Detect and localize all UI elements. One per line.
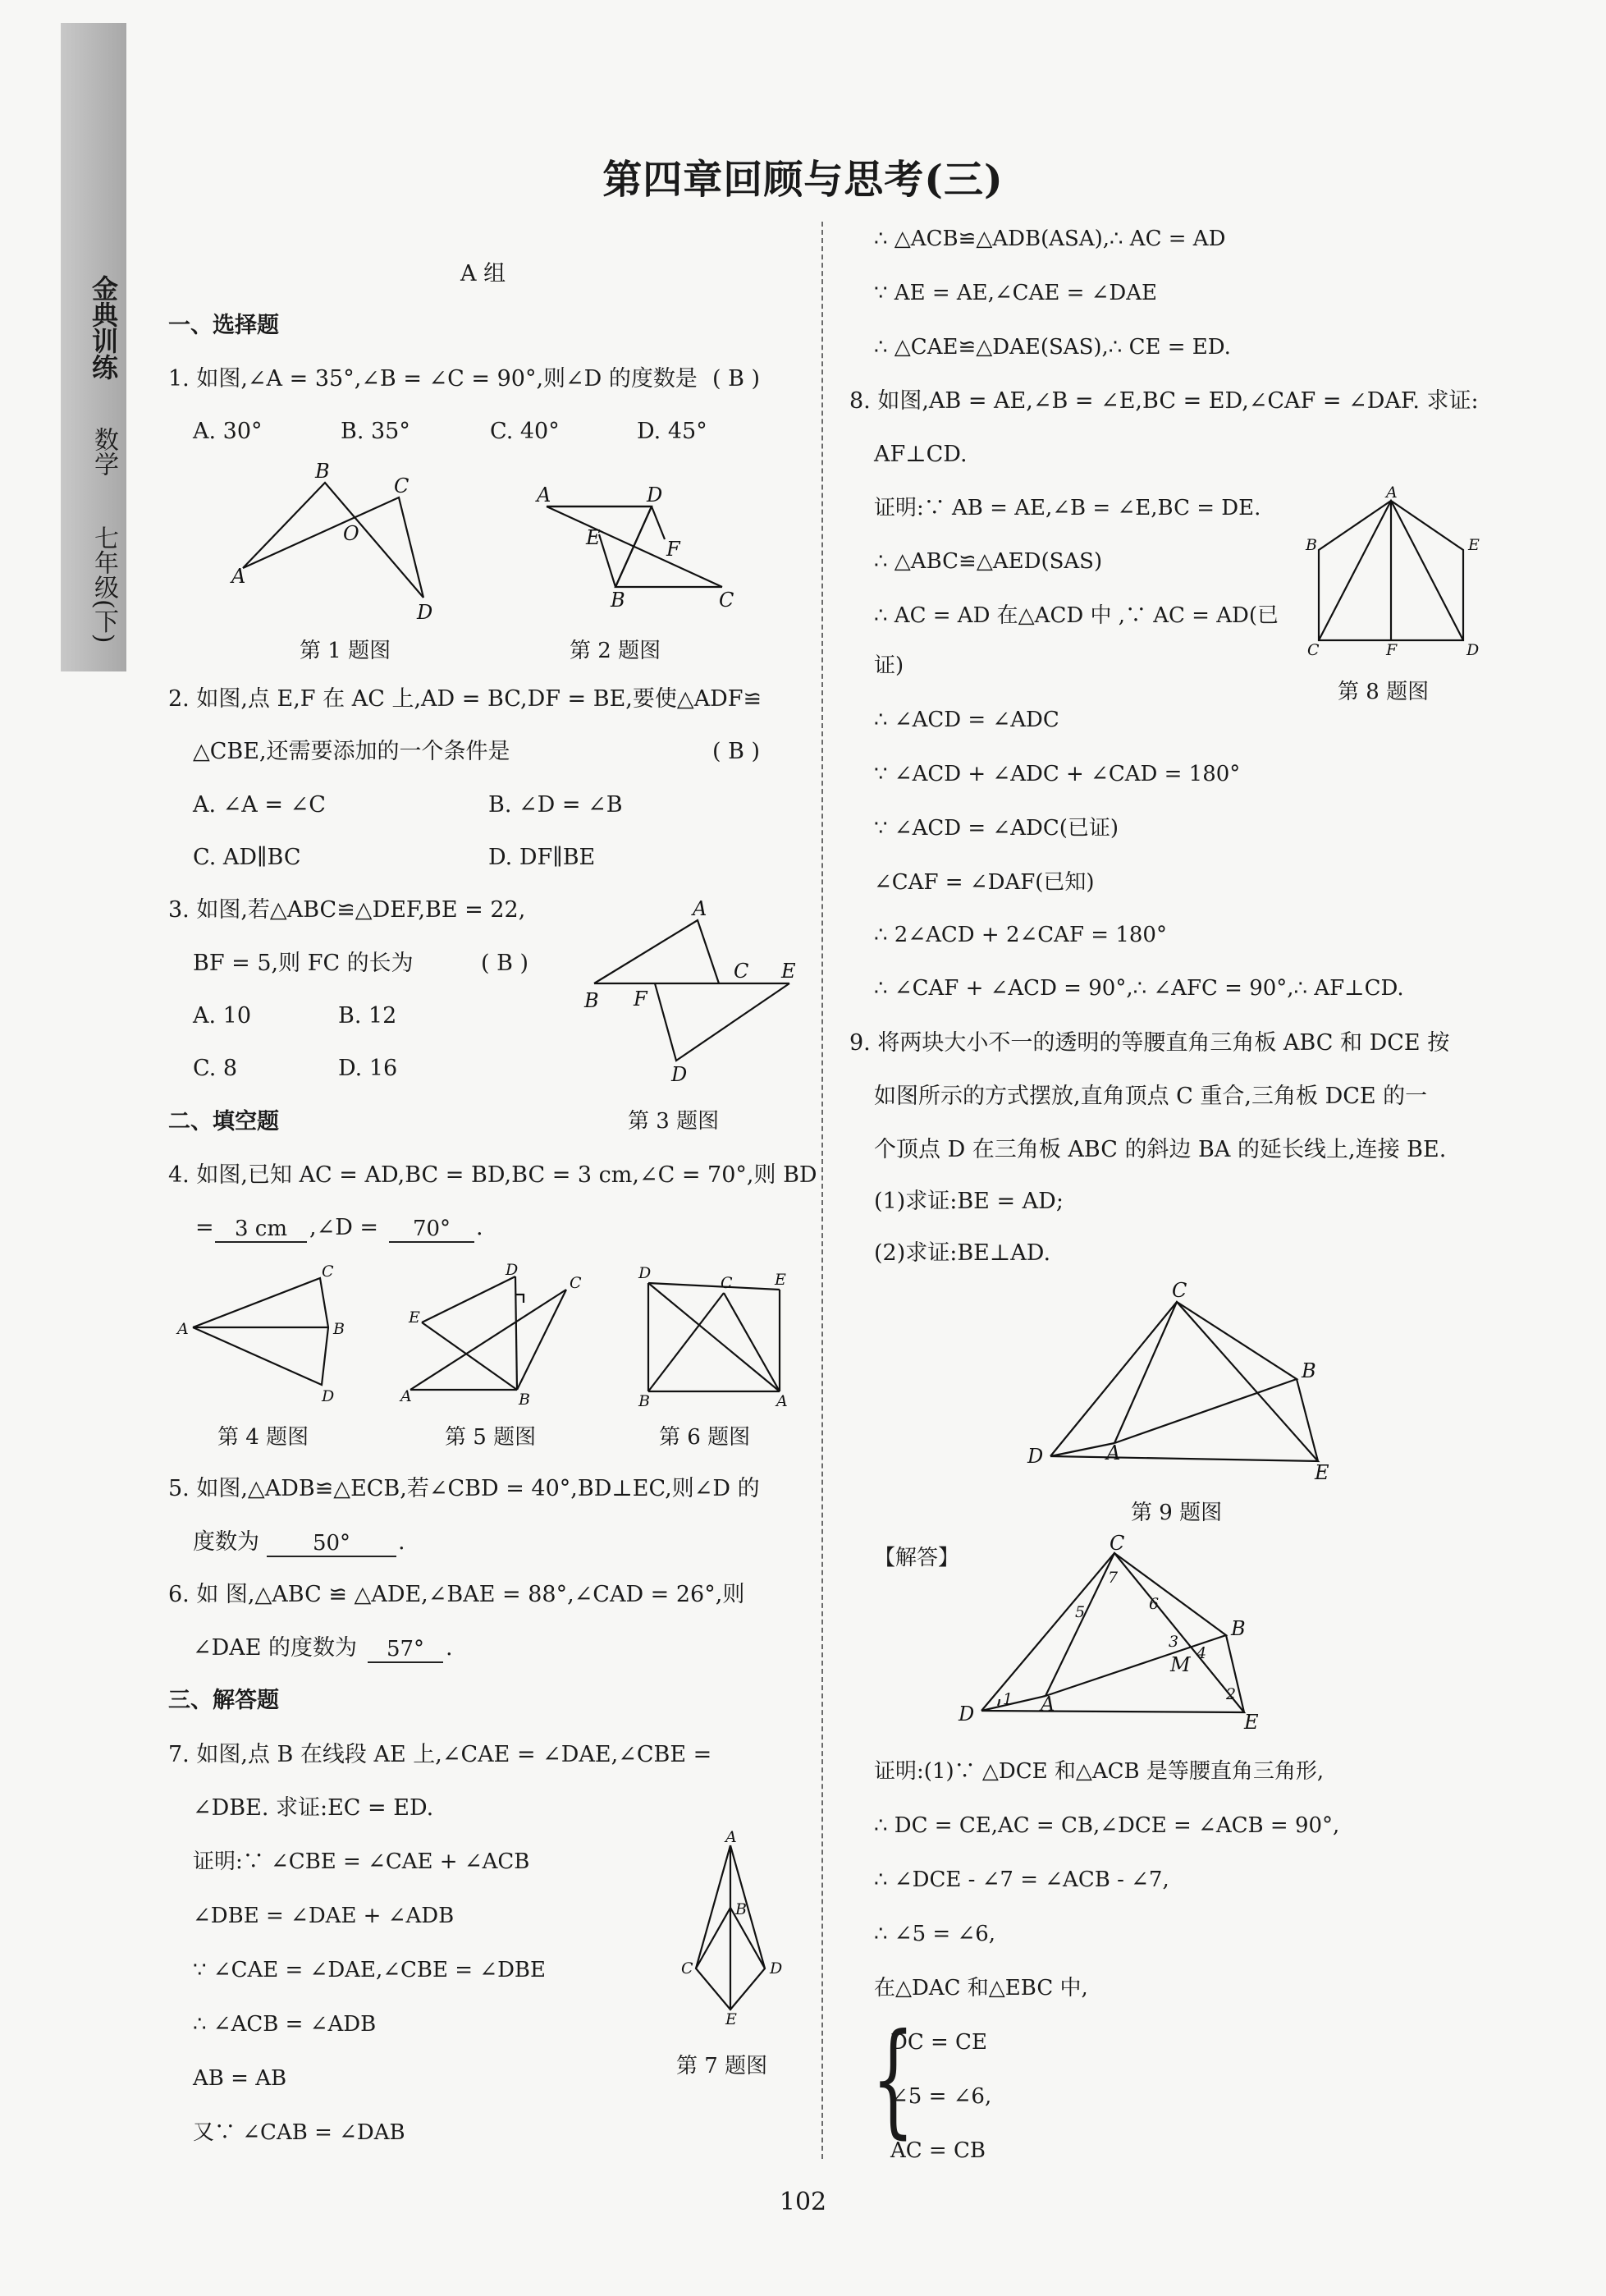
fig3-label-e: E <box>781 960 796 983</box>
caption-fig9: 第 9 题图 <box>1131 1501 1223 1525</box>
fig3-edge-fde <box>655 983 789 1061</box>
q9-stem-line2: 如图所示的方式摆放,直角顶点 C 重合,三角板 DCE 的一 <box>874 1084 1428 1109</box>
figure-6 <box>624 1260 804 1408</box>
figure-9 <box>1018 1281 1346 1486</box>
sidebar-brand: 金典训练 <box>88 275 119 380</box>
q1-option-d: D. 45° <box>637 419 707 444</box>
fig7-label-a: A <box>725 1828 737 1846</box>
q8-proof-line3: ∴ AC = AD 在△ACD 中 ,∵ AC = AD(已 <box>874 603 1279 628</box>
q6-stem-line2: ∠DAE 的度数为 <box>193 1635 358 1661</box>
fig3-edge-bac <box>594 920 719 983</box>
q4-answer-bd: 3 cm <box>215 1218 307 1243</box>
q6-answer: 57° <box>368 1638 443 1663</box>
fig2-label-c: C <box>719 589 734 612</box>
q6-end: . <box>446 1635 453 1661</box>
fig7-label-c: C <box>681 1959 693 1977</box>
column-divider <box>821 222 823 2159</box>
q8-proof-line1: 证明:∵ AB = AE,∠B = ∠E,BC = DE. <box>874 496 1261 520</box>
q4-stem-line1: 4. 如图,已知 AC = AD,BC = BD,BC = 3 cm,∠C = 70°,则 BD <box>168 1162 817 1188</box>
fig9b-label-b: B <box>1231 1617 1246 1640</box>
fig3-label-b: B <box>584 989 599 1012</box>
q7-proof-cont-line2: ∵ AE = AE,∠CAE = ∠DAE <box>874 281 1158 305</box>
q9-proof-line1: 证明:(1)∵ △DCE 和△ACB 是等腰直角三角形, <box>874 1759 1325 1784</box>
q9-sub1: (1)求证:BE = AD; <box>874 1189 1064 1214</box>
fig5-label-b: B <box>519 1391 530 1409</box>
fig9b-label-d: D <box>959 1703 975 1725</box>
figure-7 <box>657 1828 804 2028</box>
q7-stem-line1: 7. 如图,点 B 在线段 AE 上,∠CAE = ∠DAE,∠CBE = <box>168 1742 712 1767</box>
fig9b-label-3: 3 <box>1169 1633 1179 1651</box>
q4-end: . <box>476 1215 483 1240</box>
fig2-label-b: B <box>611 589 625 612</box>
q5-end: . <box>398 1529 405 1555</box>
fig6-edge-da <box>648 1283 780 1391</box>
q9-proof-line2: ∴ DC = CE,AC = CB,∠DCE = ∠ACB = 90°, <box>874 1813 1340 1838</box>
fig1-label-d: D <box>417 601 433 624</box>
fig4-label-a: A <box>177 1320 189 1338</box>
q7-proof-line2: ∠DBE = ∠DAE + ∠ADB <box>193 1904 455 1928</box>
q1-option-b: B. 35° <box>341 419 410 444</box>
fig5-edge-ac <box>410 1290 566 1390</box>
caption-fig4: 第 4 题图 <box>217 1425 309 1450</box>
fig5-edge-eb <box>422 1322 517 1390</box>
fig7-label-d: D <box>770 1959 783 1977</box>
q1-option-a: A. 30° <box>193 419 263 444</box>
q8-proof-line8: ∠CAF = ∠DAF(已知) <box>874 870 1095 895</box>
q3-stem-line1: 3. 如图,若△ABC≌△DEF,BE = 22, <box>168 897 526 923</box>
q7-proof-cont-line1: ∴ △ACB≌△ADB(ASA),∴ AC = AD <box>874 227 1226 251</box>
fig5-label-d: D <box>506 1261 519 1279</box>
section-fill: 二、填空题 <box>168 1109 279 1134</box>
system-brace: { <box>872 2008 915 2151</box>
q7-proof-line4: ∴ ∠ACB = ∠ADB <box>193 2012 377 2037</box>
fig9b-label-m: M <box>1170 1653 1191 1676</box>
fig8-label-e: E <box>1468 536 1480 554</box>
sidebar-grade: 七年级(下) <box>89 525 118 644</box>
q3-option-d: D. 16 <box>338 1056 398 1081</box>
fig2-label-f: F <box>666 538 680 561</box>
fig6-label-c: C <box>721 1274 733 1292</box>
q9-answer-tag: 【解答】 <box>874 1546 960 1570</box>
fig9b-label-5: 5 <box>1075 1603 1086 1621</box>
section-solve: 三、解答题 <box>168 1688 279 1713</box>
fig9-label-d: D <box>1027 1445 1044 1468</box>
q1-stem: 1. 如图,∠A = 35°,∠B = ∠C = 90°,则∠D 的度数是 <box>168 366 698 392</box>
caption-fig5: 第 5 题图 <box>445 1425 537 1450</box>
fig2-edge-be <box>599 534 615 587</box>
q2-answer: ( B ) <box>712 739 761 764</box>
q7-stem-line2: ∠DBE. 求证:EC = ED. <box>193 1795 434 1821</box>
fig9b-label-2: 2 <box>1226 1685 1237 1703</box>
q8-proof-line5: ∴ ∠ACD = ∠ADC <box>874 708 1059 732</box>
fig2-edge-df <box>652 506 665 539</box>
q2-option-c: C. AD∥BC <box>193 845 301 870</box>
q3-option-b: B. 12 <box>338 1003 397 1029</box>
fig3-label-d: D <box>671 1063 688 1086</box>
fig3-label-a: A <box>693 897 707 920</box>
figure-2 <box>533 480 747 612</box>
fig6-label-b: B <box>638 1392 650 1410</box>
fig3-label-f: F <box>634 988 647 1011</box>
q2-stem-line1: 2. 如图,点 E,F 在 AC 上,AD = BC,DF = BE,要使△ADF≌ <box>168 686 762 712</box>
figure-5 <box>394 1260 599 1408</box>
fig8-label-d: D <box>1466 641 1480 659</box>
group-label: A 组 <box>460 261 506 286</box>
figure-1 <box>222 460 451 624</box>
q7-proof-line3: ∵ ∠CAE = ∠DAE,∠CBE = ∠DBE <box>193 1958 547 1982</box>
q7-proof-line1: 证明:∵ ∠CBE = ∠CAE + ∠ACB <box>193 1849 530 1874</box>
q6-stem-line1: 6. 如 图,△ABC ≌ △ADE,∠BAE = 88°,∠CAD = 26°,则 <box>168 1582 745 1607</box>
fig6-edge-de <box>648 1283 780 1290</box>
q8-stem-line1: 8. 如图,AB = AE,∠B = ∠E,BC = ED,∠CAF = ∠DAF. 求证: <box>849 388 1479 414</box>
fig5-label-e: E <box>409 1308 420 1327</box>
q8-proof-line2: ∴ △ABC≌△AED(SAS) <box>874 549 1103 574</box>
q8-proof-line10: ∴ ∠CAF + ∠ACD = 90°,∴ ∠AFC = 90°,∴ AF⊥CD. <box>874 976 1404 1001</box>
caption-fig6: 第 6 题图 <box>659 1425 751 1450</box>
fig1-label-a: A <box>231 565 246 588</box>
q9-sub2: (2)求证:BE⊥AD. <box>874 1240 1051 1266</box>
sidebar-subject: 数学 <box>89 427 118 476</box>
fig9-triangle-dce <box>1050 1302 1318 1461</box>
q2-option-d: D. DF∥BE <box>488 845 596 870</box>
q1-answer: ( B ) <box>712 366 761 392</box>
fig9b-label-c: C <box>1110 1532 1125 1555</box>
fig9b-label-e: E <box>1244 1711 1259 1734</box>
fig7-label-b: B <box>735 1900 747 1918</box>
fig9-label-c: C <box>1172 1279 1187 1302</box>
figure-3 <box>574 891 804 1088</box>
q7-proof-line6: 又∵ ∠CAB = ∠DAB <box>193 2120 405 2145</box>
q9-stem-line1: 9. 将两块大小不一的透明的等腰直角三角板 ABC 和 DCE 按 <box>849 1030 1450 1056</box>
fig1-label-b: B <box>315 460 330 483</box>
q3-stem-line2: BF = 5,则 FC 的长为 <box>193 951 414 976</box>
fig9b-label-4: 4 <box>1196 1644 1207 1662</box>
fig9-triangle-acb <box>1114 1302 1297 1443</box>
q5-stem-line2: 度数为 <box>193 1529 259 1555</box>
figure-8 <box>1301 484 1489 665</box>
q7-proof-cont-line3: ∴ △CAE≌△DAE(SAS),∴ CE = ED. <box>874 335 1231 360</box>
q2-option-b: B. ∠D = ∠B <box>488 792 623 818</box>
fig4-label-c: C <box>322 1263 334 1281</box>
q9-stem-line3: 个顶点 D 在三角板 ABC 的斜边 BA 的延长线上,连接 BE. <box>874 1137 1447 1162</box>
q2-stem-line2: △CBE,还需要添加的一个条件是 <box>193 739 510 764</box>
q8-proof-line7: ∵ ∠ACD = ∠ADC(已证) <box>874 816 1119 841</box>
figure-4 <box>172 1260 361 1408</box>
fig4-label-d: D <box>322 1387 335 1405</box>
caption-fig1: 第 1 题图 <box>300 639 391 663</box>
fig2-label-e: E <box>586 526 601 549</box>
fig4-label-b: B <box>333 1320 345 1338</box>
page-number: 102 <box>779 2188 827 2216</box>
fig4-quad <box>193 1278 328 1385</box>
q9-system-line3: AC = CB <box>890 2138 986 2163</box>
fig6-label-e: E <box>775 1271 786 1289</box>
fig8-label-b: B <box>1306 536 1317 554</box>
fig5-label-a: A <box>400 1387 412 1405</box>
caption-fig8: 第 8 题图 <box>1338 680 1430 704</box>
fig1-label-o: O <box>343 522 359 545</box>
q9-proof-line5: 在△DAC 和△EBC 中, <box>874 1976 1088 2000</box>
q1-option-c: C. 40° <box>490 419 560 444</box>
q9-system-line2: ∠5 = ∠6, <box>890 2084 992 2109</box>
fig9b-label-6: 6 <box>1149 1595 1160 1613</box>
q5-stem-line1: 5. 如图,△ADB≌△ECB,若∠CBD = 40°,BD⊥EC,则∠D 的 <box>168 1476 760 1501</box>
caption-fig2: 第 2 题图 <box>570 639 661 663</box>
fig5-label-c: C <box>570 1274 582 1292</box>
q9-proof-line3: ∴ ∠DCE - ∠7 = ∠ACB - ∠7, <box>874 1868 1169 1892</box>
q8-proof-line6: ∵ ∠ACD + ∠ADC + ∠CAD = 180° <box>874 762 1241 786</box>
q4-eq: = <box>195 1215 214 1240</box>
q3-option-a: A. 10 <box>193 1003 252 1029</box>
fig6-label-d: D <box>638 1264 652 1282</box>
fig1-edge-acd <box>243 497 423 598</box>
fig6-edge-bc <box>648 1293 724 1391</box>
fig6-label-a: A <box>776 1392 788 1410</box>
fig9b-label-1: 1 <box>1003 1690 1013 1708</box>
fig1-label-c: C <box>394 474 410 497</box>
figure-9-solution <box>952 1532 1264 1740</box>
q9-system-line1: DC = CE <box>890 2030 987 2055</box>
fig9-label-e: E <box>1315 1461 1329 1484</box>
fig9-label-b: B <box>1302 1359 1316 1382</box>
fig8-label-f: F <box>1386 641 1398 659</box>
fig9b-label-a: A <box>1041 1693 1055 1716</box>
fig3-label-c: C <box>734 960 749 983</box>
fig9b-label-7: 7 <box>1108 1569 1119 1587</box>
fig2-label-d: D <box>647 483 663 506</box>
q4-answer-d: 70° <box>389 1218 474 1243</box>
section-choice: 一、选择题 <box>168 313 279 338</box>
q8-proof-line4: 证) <box>874 653 904 678</box>
q8-proof-line9: ∴ 2∠ACD + 2∠CAF = 180° <box>874 923 1167 947</box>
caption-fig7: 第 7 题图 <box>676 2054 768 2078</box>
fig7-label-e: E <box>725 2010 737 2028</box>
q3-option-c: C. 8 <box>193 1056 238 1081</box>
fig8-label-a: A <box>1386 483 1398 502</box>
fig9b-angle1-arc <box>998 1699 1000 1706</box>
q2-option-a: A. ∠A = ∠C <box>193 792 326 818</box>
fig9-label-a: A <box>1106 1441 1121 1464</box>
page-title: 第四章回顾与思考(三) <box>602 157 1004 203</box>
fig9b-triangle-acb <box>1046 1553 1226 1696</box>
fig2-label-a: A <box>537 483 551 506</box>
q4-mid: ,∠D = <box>309 1215 379 1240</box>
fig6-edge-ca <box>724 1293 780 1391</box>
q3-answer: ( B ) <box>481 951 529 976</box>
q8-stem-line2: AF⊥CD. <box>874 442 968 467</box>
q9-proof-line4: ∴ ∠5 = ∠6, <box>874 1922 996 1946</box>
fig8-label-c: C <box>1307 641 1320 659</box>
q7-proof-line5: AB = AB <box>193 2066 287 2091</box>
fig2-edge-db <box>615 506 652 587</box>
caption-fig3: 第 3 题图 <box>628 1109 720 1134</box>
q5-answer: 50° <box>267 1533 396 1557</box>
fig5-edge-bd <box>515 1276 517 1390</box>
fig1-edge-abd <box>243 483 423 598</box>
fig5-edge-ed <box>422 1276 515 1322</box>
